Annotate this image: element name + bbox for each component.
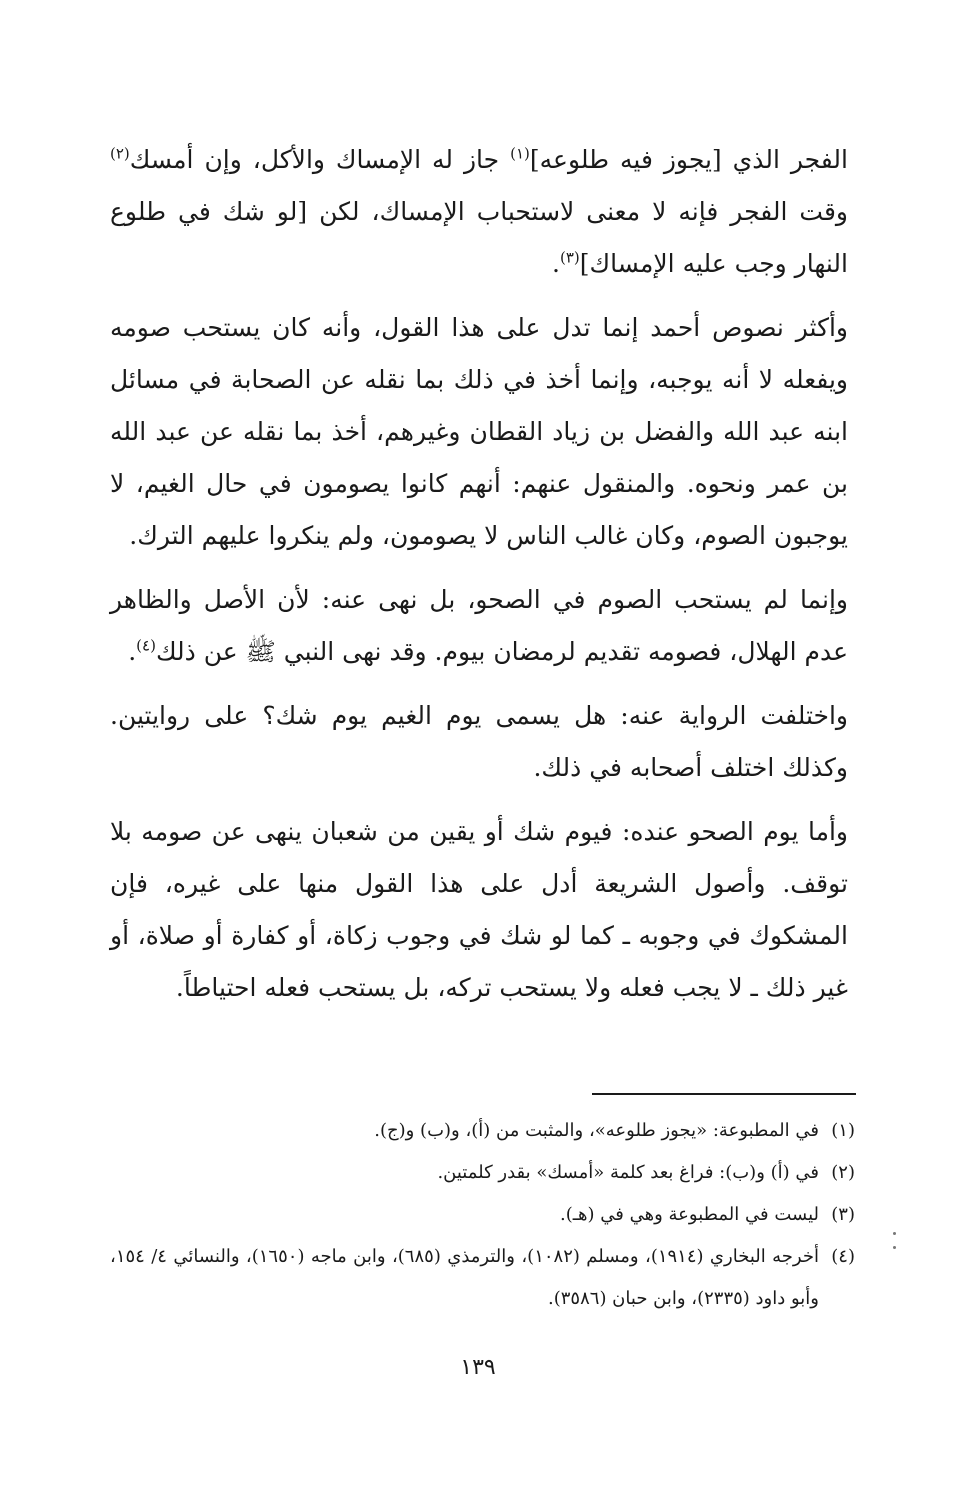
- footnote-marker: (٣): [559, 248, 580, 267]
- paragraph-text: جاز له الإمساك والأكل، وإن أمسك: [129, 145, 511, 174]
- footnote: [110, 1194, 855, 1236]
- paragraph-text: واختلفت الرواية عنه: هل يسمى يوم الغيم يوم شك؟ على روايتين. وكذلك اختلف أصحابه في ذلك.: [110, 701, 848, 782]
- footnote-number: (٢): [831, 1162, 855, 1183]
- footnote-text: ليست في المطبوعة وهي في (هـ).: [560, 1204, 819, 1225]
- footnote-text: في المطبوعة: «يجوز طلوعه»، والمثبت من (أ)، و(ب) و(ج).: [374, 1120, 819, 1141]
- footnotes: [110, 1110, 855, 1320]
- paragraph-text: الفجر الذي [يجوز فيه طلوعه]: [529, 145, 848, 174]
- paragraph: [110, 806, 848, 1014]
- paragraph-text: .: [552, 249, 560, 278]
- paragraph-text: .: [128, 637, 137, 666]
- footnote: [110, 1110, 855, 1152]
- footnote-marker: (١): [510, 144, 530, 163]
- paragraph-text: وأما يوم الصحو عنده: فيوم شك أو يقين من شعبان ينهى عن صومه بلا توقف. وأصول الشريعة أدل على هذا القول منها على غيره، فإن المشكوك في وجوبه ـ كما لو شك في وجوب زكاة، أو كفارة أو صلاة، أو غير ذلك ـ لا يجب فعله ولا يستحب تركه، بل يستحب فعله احتياطاً.: [110, 817, 848, 1002]
- footnote-marker: (٤): [136, 636, 156, 655]
- footnote-number: (٣): [831, 1204, 855, 1225]
- paragraph-text: وقت الفجر فإنه لا معنى لاستحباب الإمساك، لكن [لو شك في طلوع النهار وجب عليه الإمساك]: [110, 197, 848, 278]
- footnote-text: في (أ) و(ب): فراغ بعد كلمة «أمسك» بقدر كلمتين.: [437, 1162, 819, 1183]
- paragraph: [110, 690, 848, 794]
- margin-mark: [893, 1232, 896, 1235]
- page-number: ١٣٩: [460, 1355, 496, 1380]
- footnote-text: أخرجه البخاري (١٩١٤)، ومسلم (١٠٨٢)، والترمذي (٦٨٥)، وابن ماجه (١٦٥٠)، والنسائي ٤/ ١٥٤، وأبو داود (٢٣٣٥)، وابن حبان (٣٥٨٦).: [110, 1246, 819, 1309]
- footnote-number: (٤): [831, 1246, 855, 1267]
- paragraph: [110, 302, 848, 562]
- paragraph-text: وأكثر نصوص أحمد إنما تدل على هذا القول، وأنه كان يستحب صومه ويفعله لا أنه يوجبه، وإنما أخذ في ذلك بما نقله عن الصحابة في مسائل ابنه عبد الله والفضل بن زياد القطان وغيرهم، أخذ بما نقله عن عبد الله بن عمر ونحوه. والمنقول عنهم: أنهم كانوا يصومون في حال الغيم، لا يوجبون الصوم، وكان غالب الناس لا يصومون، ولم ينكروا عليهم الترك.: [110, 313, 848, 550]
- paragraph-text: وإنما لم يستحب الصوم في الصحو، بل نهى عنه: لأن الأصل والظاهر عدم الهلال، فصومه تقديم لرمضان بيوم. وقد نهى النبي ﷺ عن ذلك: [110, 585, 848, 666]
- footnote-separator: [592, 1093, 856, 1095]
- paragraph: [110, 574, 848, 678]
- main-text: [110, 134, 848, 1014]
- margin-mark: [893, 1246, 896, 1249]
- paragraph: [110, 134, 848, 290]
- footnote: [110, 1152, 855, 1194]
- footnote: [110, 1236, 855, 1320]
- footnote-number: (١): [831, 1120, 855, 1141]
- footnote-marker: (٢): [110, 144, 130, 163]
